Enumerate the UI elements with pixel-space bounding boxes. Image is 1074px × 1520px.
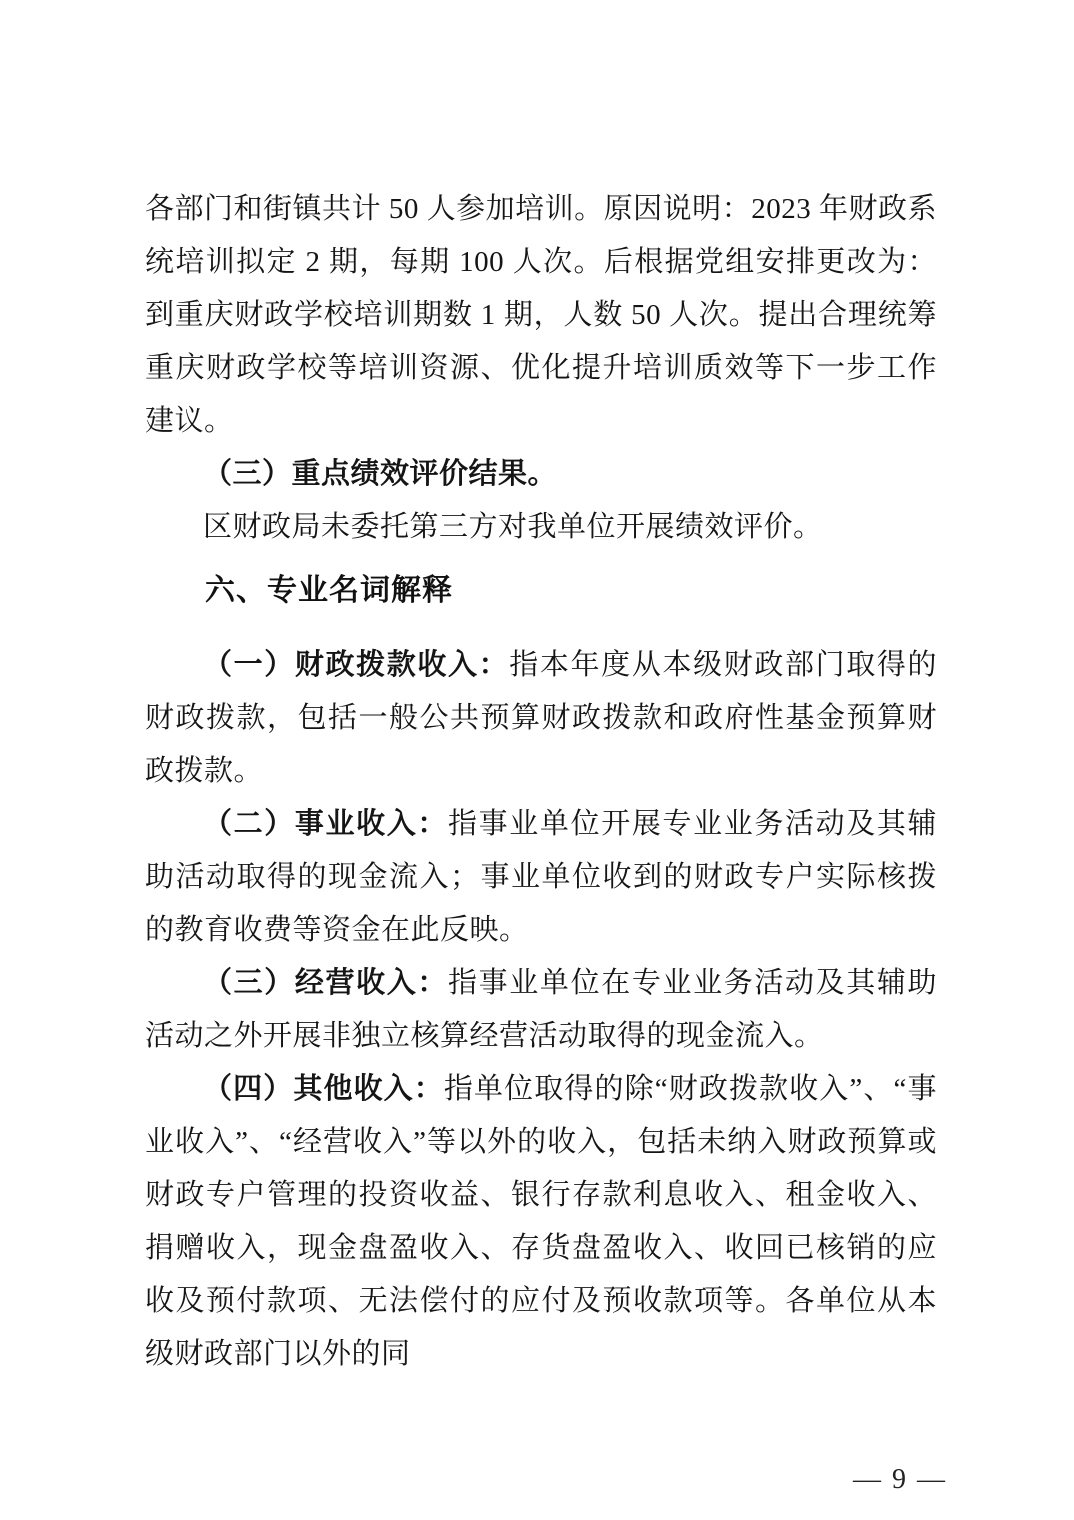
term-lead: （三）经营收入：: [203, 967, 449, 999]
body-paragraph-key-evaluation-title: [145, 448, 937, 501]
document-page: [145, 183, 937, 1381]
body-paragraph-key-evaluation-body: [145, 501, 937, 554]
term-definition: 指单位取得的除“财政拨款收入”、“事业收入”、“经营收入”等以外的收入，包括未纳入财政预算或财政专户管理的投资收益、银行存款利息收入、租金收入、捐赠收入，现金盘盈收入、存货盘盈收入、收回已核销的应收及预付款项、无法偿付的应付及预收款项等。各单位从本级财政部门以外的同: [145, 1073, 937, 1370]
body-paragraph-term-operating-income: [145, 798, 937, 957]
body-paragraph-training: [145, 183, 937, 448]
term-definition: 指事业单位开展专业业务活动及其辅助活动取得的现金流入；事业单位收到的财政专户实际核拨的教育收费等资金在此反映。: [145, 808, 937, 946]
section-heading-terms: 六、专业名词解释: [205, 574, 453, 607]
body-paragraph-term-fiscal-appropriation: [145, 639, 937, 798]
term-lead: （一）财政拨款收入：: [203, 649, 510, 681]
term-definition: 指本年度从本级财政部门取得的财政拨款，包括一般公共预算财政拨款和政府性基金预算财政拨款。: [145, 649, 937, 787]
body-paragraph-term-business-income: [145, 957, 937, 1063]
paragraph-text: 区财政局未委托第三方对我单位开展绩效评价。: [203, 511, 823, 543]
body-paragraph-term-other-income: [145, 1063, 937, 1381]
page-number: — 9 —: [853, 1464, 947, 1495]
term-definition: 指事业单位在专业业务活动及其辅助活动之外开展非独立核算经营活动取得的现金流入。: [145, 967, 937, 1052]
term-lead: （四）其他收入：: [203, 1073, 444, 1105]
term-lead: （二）事业收入：: [203, 808, 449, 840]
paragraph-lead: （三）重点绩效评价结果。: [203, 458, 558, 490]
paragraph-text: 各部门和街镇共计 50 人参加培训。原因说明：2023 年财政系统培训拟定 2 期，每期 100 人次。后根据党组安排更改为：到重庆财政学校培训期数 1 期，人数 50 人次。提出合理统筹重庆财政学校等培训资源、优化提升培训质效等下一步工作建议。: [145, 193, 937, 437]
